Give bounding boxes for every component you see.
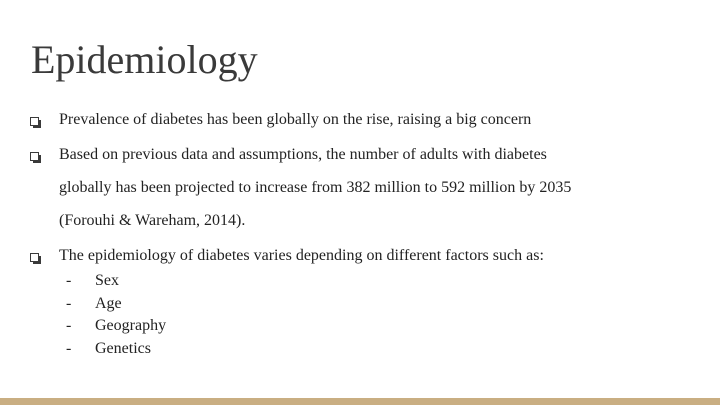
- checkbox-bullet-icon: [30, 250, 41, 261]
- factor-item: Age: [95, 295, 122, 312]
- bullet-text: Based on previous data and assumptions, the number of adults with diabetes: [59, 146, 547, 163]
- factor-item: Geography: [95, 317, 167, 334]
- sub-bullet-dash: -: [66, 295, 72, 312]
- bullet-continuation: (Forouhi & Wareham, 2014).: [59, 212, 246, 229]
- bullet-text: Prevalence of diabetes has been globally on the rise, raising a big concern: [59, 111, 532, 128]
- sub-bullet-dash: -: [66, 340, 72, 357]
- footer-accent-bar: [0, 398, 720, 405]
- slide-title: Epidemiology: [31, 37, 258, 82]
- factor-item: Genetics: [95, 340, 151, 357]
- checkbox-bullet-icon: [30, 114, 41, 125]
- checkbox-bullet-icon: [30, 149, 41, 160]
- sub-bullet-dash: -: [66, 317, 72, 334]
- bullet-text: The epidemiology of diabetes varies depending on different factors such as:: [59, 247, 544, 264]
- bullet-continuation: globally has been projected to increase from 382 million to 592 million by 2035: [59, 179, 572, 196]
- factor-item: Sex: [95, 272, 119, 289]
- sub-bullet-dash: -: [66, 272, 72, 289]
